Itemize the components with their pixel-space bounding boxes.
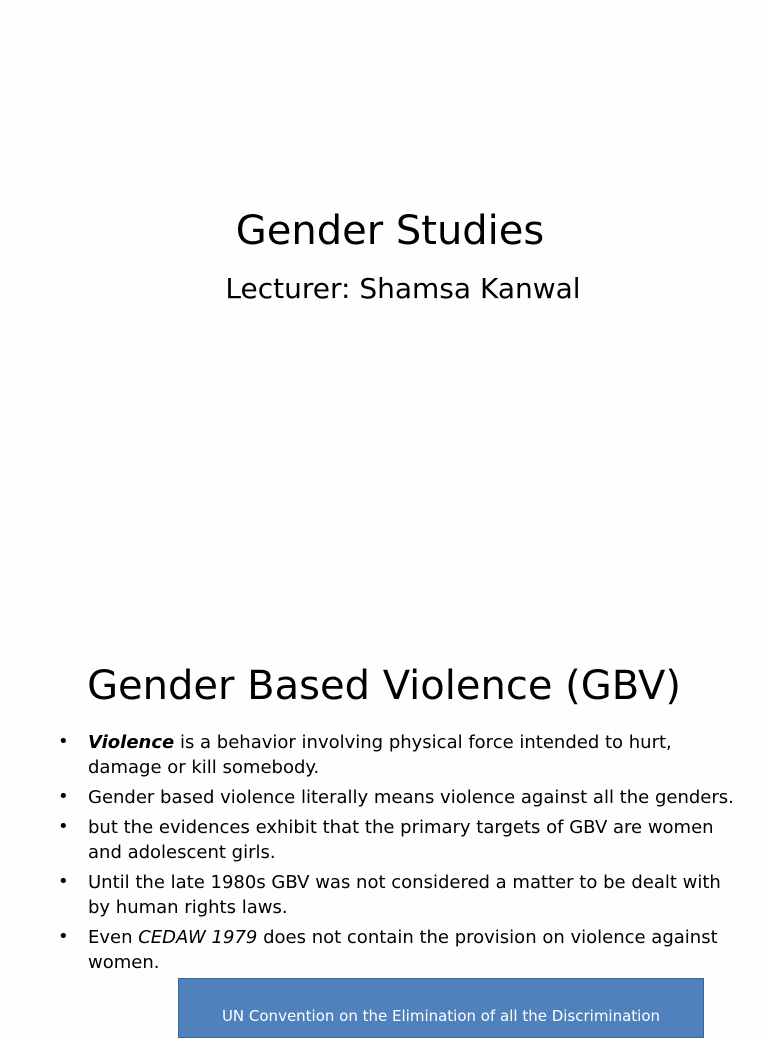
bullet-item: • Until the late 1980s GBV was not considered a matter to be dealt with by human rights laws. [58,871,721,918]
section-title: Gender Based Violence (GBV) [87,663,681,709]
bullet-item: • Even CEDAW 1979 does not contain the provision on violence against women. [58,926,718,973]
bullet-item: • Gender based violence literally means violence against all the genders. [58,786,734,808]
bullet-list [58,730,738,980]
bullet-item: • Violence is a behavior involving physical force intended to hurt, damage or kill somebody. [58,731,672,778]
slide-subtitle: Lecturer: Shamsa Kanwal [225,272,581,305]
emphasis-term: Violence [88,732,175,753]
callout-box: UN Convention on the Elimination of all the Discrimination [178,978,704,1038]
bullet-icon: • [58,926,69,947]
emphasis-term: CEDAW 1979 [138,927,258,948]
bullet-icon: • [58,816,69,837]
bullet-icon: • [58,786,69,807]
bullet-icon: • [58,871,69,892]
slide-title: Gender Studies [235,208,545,254]
bullet-icon: • [58,731,69,752]
bullet-item: • but the evidences exhibit that the primary targets of GBV are women and adolescent girls. [58,816,714,863]
